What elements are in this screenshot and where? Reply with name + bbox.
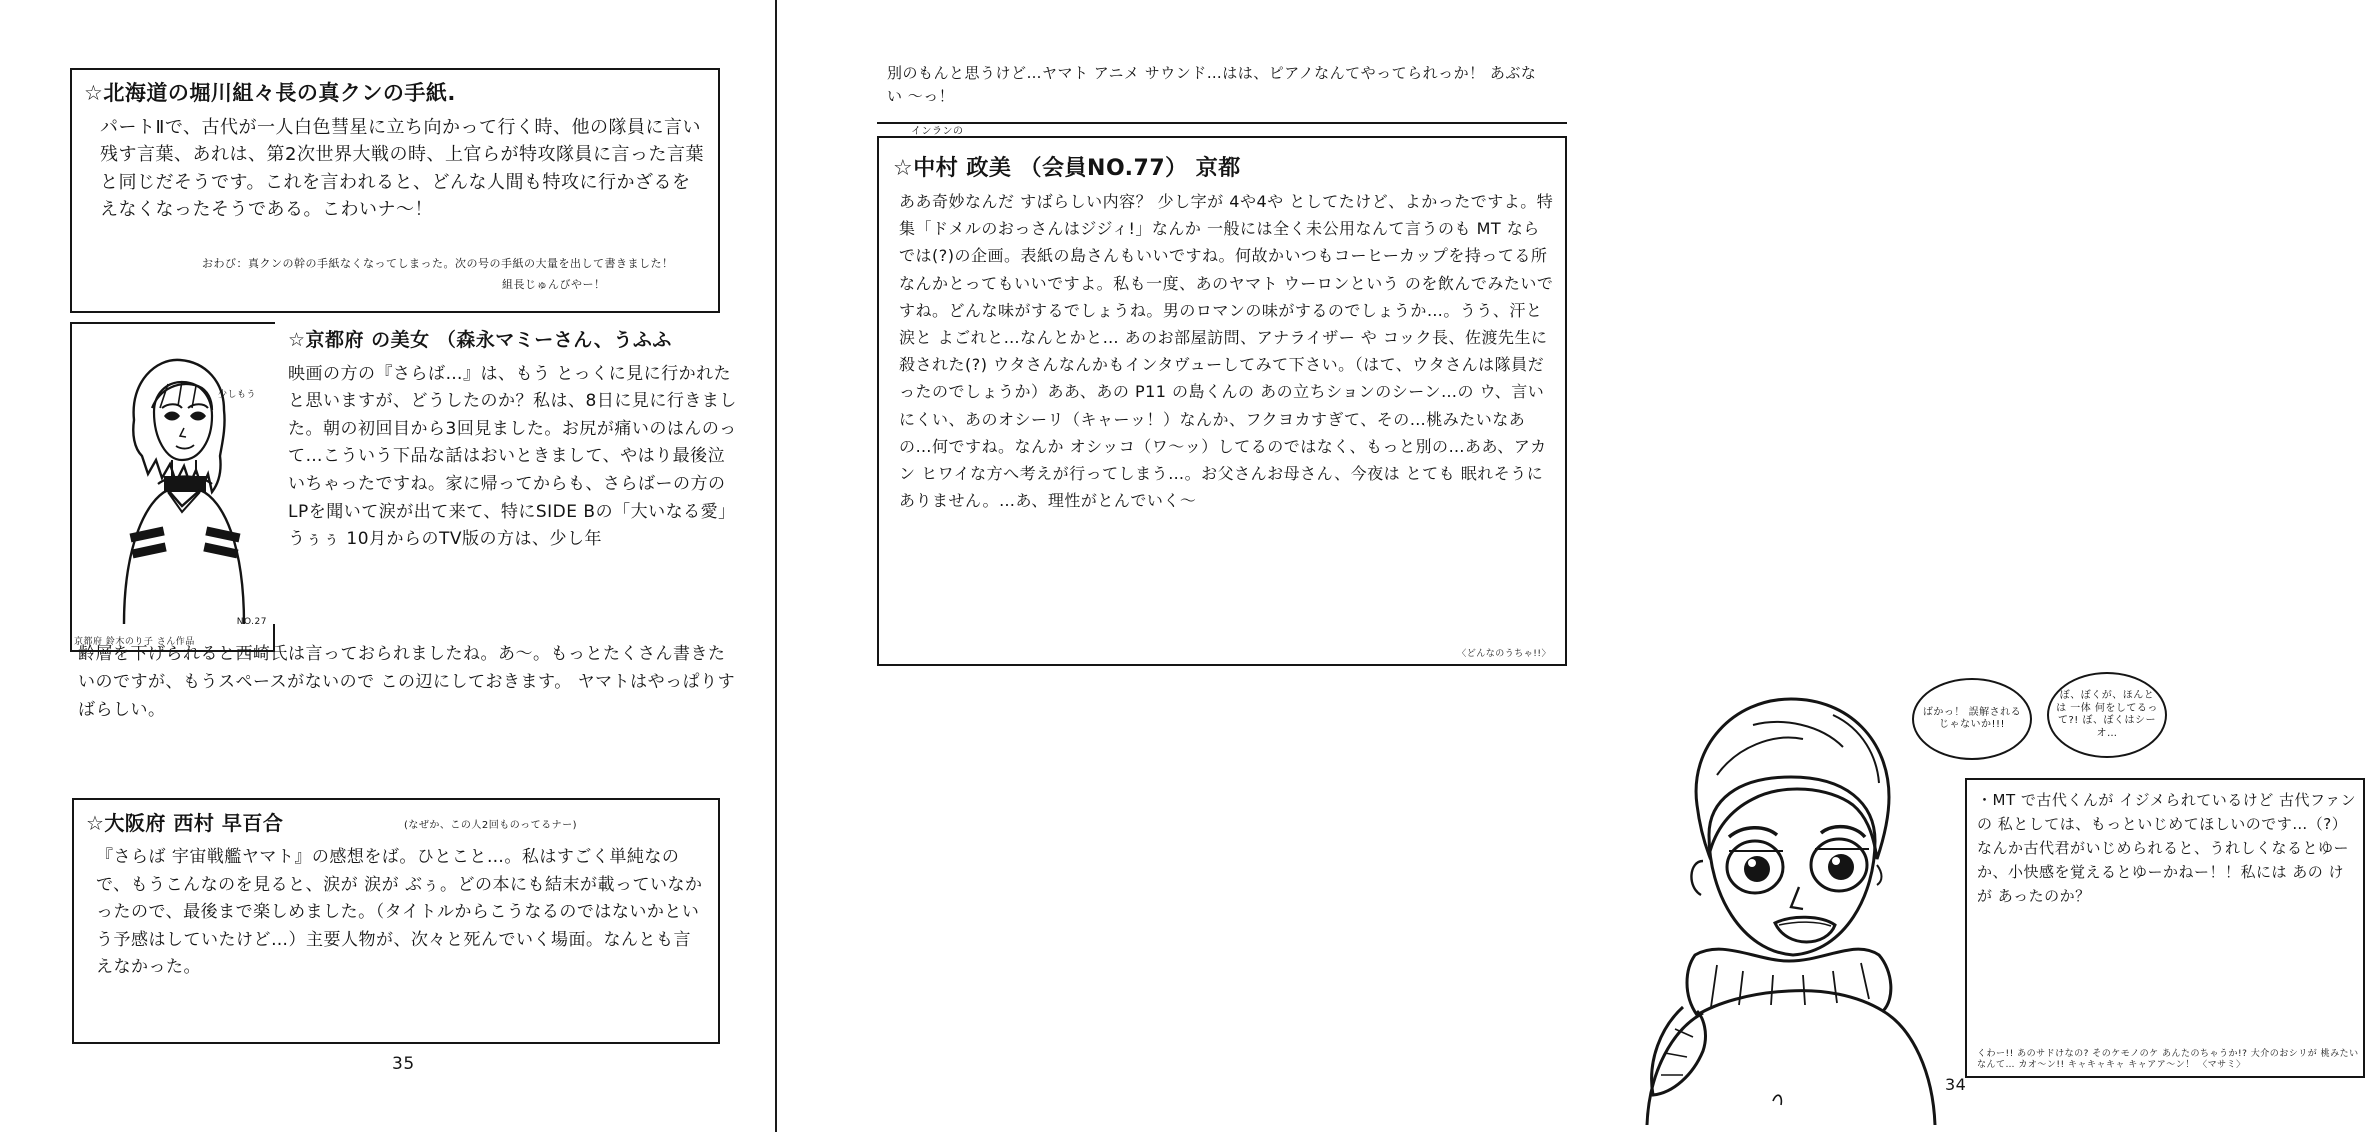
section2-annotation: 少しもう — [218, 390, 257, 400]
right-top-note: 別のもんと思うけど…ヤマト アニメ サウンド…はは、ピアノなんてやってられっか！ あぶない 〜っ！ — [887, 64, 1537, 105]
top-divider-rule — [877, 122, 1567, 124]
nakamura-footnote: 〈どんなのうちゃ!!〉 — [1457, 649, 1551, 660]
section3-title: ☆大阪府 西村 早百合 — [86, 811, 284, 835]
side-comment-body: ・MT で古代くんが イジメられているけど 古代ファンの 私としては、もっといじめてほしいのです…（?）なんか古代君がいじめられると、うれしくなるとゆーか、小快感を覚えるとゆーかねー！！私には あの けが あったのか？ — [1977, 791, 2357, 905]
letter-postscript: おわび：真クンの幹の手紙なくなってしまった。次の号の手紙の大量を出して書きました！ — [202, 257, 674, 270]
right-page — [777, 0, 2359, 1132]
side-comment-box — [1965, 778, 2365, 1078]
speech-bubble-1: ばかっ！ 誤解されるじゃないか!!! — [1912, 678, 2032, 760]
nakamura-body: ああ奇妙なんだ すばらしい内容？ 少し字が 4や4や としてたけど、よかったですよ。特集「ドメルのおっさんはジジィ!」なんか 一般には全く未公用なんて言うのも MT ならでは(?)の企画。表紙の島さんもいいですね。何故かいつもコーヒーカップを持ってる所なんかとってもいいですよ。私も一度、あのヤマト ウーロンという のを飲んでみたいですね。どんな味がするでしょうね。男のロマンの味がするのでしょうか…。うう、汗と涙と よごれと…なんとかと… あのお部屋訪問、アナライザー や コック長、佐渡先生に殺された(?) ウタさんなんかもインタヴューしてみて下さい。（はて、ウタさんは隊員だったのでしょうか）ああ、あの P11 の島くんの あの立ちションのシーン…の ウ、言いにくい、あのオシーリ（キャーッ！）なんか、フクヨカすぎて、その…桃みたいなあの…何ですね。なんか オシッコ（ワ〜ッ）してるのではなく、もっと別の…ああ、アカン ヒワイな方へ考えが行ってしまう…。お父さんお母さん、今夜は とても 眠れそうに ありません。…あ、理性がとんでいく〜 — [899, 192, 1554, 511]
right-page-number: 34 — [1945, 1075, 1967, 1094]
section3-title-note: (なぜか、この人2回ものってるナー) — [404, 820, 578, 831]
letter-signature: 組長じゅんびやー！ — [502, 278, 606, 291]
letter-body: パートⅡで、古代が一人白色彗星に立ち向かって行く時、他の隊員に言い残す言葉、あれは、第2次世界大戦の時、上官らが特攻隊員に言った言葉と同じだそうです。これを言われると、どんな人間も特攻に行かざるをえなくなったそうである。こわいナ〜！ — [100, 117, 704, 221]
side-comment-footnote: くわー!! あのサドけなの? そのケモノのケ あんたのちゃうか!? 大介のおシリが 桃みたいなんて… カオ〜ン!! キャキャキャ キャアア〜ン！ 〈マサミ〉 — [1977, 1048, 2359, 1071]
left-page — [0, 0, 775, 1132]
nakamura-letter-box — [877, 126, 1567, 666]
letter-box — [70, 68, 720, 313]
portrait-illustration — [70, 322, 275, 652]
section2-title: ☆京都府 の美女 （森永マミーさん、うふふ — [288, 329, 672, 351]
section3-body: 『さらば 宇宙戦艦ヤマト』の感想をば。ひとこと…。私はすごく単純なので、もうこんなのを見ると、涙が 涙が ぶぅ。どの本にも結末が載っていなかったので、最後まで楽しめました。（タイトルからこうなるのではないかという予感はしていたけど…）主要人物が、次々と死んでいく場面。なんとも言えなかった。 — [96, 847, 703, 978]
letter-prefix: インランの — [911, 126, 964, 137]
section2-continued: 齢層を下げられると西崎氏は言っておられましたね。あ〜。もっとたくさん書きたいのですが、もうスペースがないので この辺にしておきます。 ヤマトはやっぱりすばらしい。 — [78, 644, 736, 721]
section-kyoto-beauty — [218, 326, 738, 554]
portrait-caption: 京都府 鈴木のり子 さん作品 — [74, 636, 195, 647]
portrait-number: NO.27 — [236, 617, 267, 628]
section2-body: 映画の方の『さらば…』は、もう とっくに見に行かれたと思いますが、どうしたのか？私は、8日に見に行きました。朝の初回目から3回見ました。お尻が痛いのはんのって…こういう下品な話はおいときまして、やはり最後泣いちゃったですね。家に帰ってからも、さらばーの方のLPを聞いて涙が出て来て、特にSIDE Bの「大いなる愛」 うぅぅ 10月からのTV版の方は、少し年 — [288, 363, 737, 550]
left-page-number: 35 — [392, 1054, 415, 1074]
female-character-drawing — [72, 324, 277, 624]
speech-bubble-2: ぼ、ぼくが、ほんとは 一体 何をしてるって?! ぼ、ぼくはシーオ… — [2047, 672, 2167, 758]
letter-title: ☆北海道の堀川組々長の真クンの手紙. — [84, 81, 456, 105]
nakamura-title: ☆中村 政美 （会員NO.77） 京都 — [893, 156, 1241, 181]
section-osaka-letter — [72, 798, 720, 1044]
